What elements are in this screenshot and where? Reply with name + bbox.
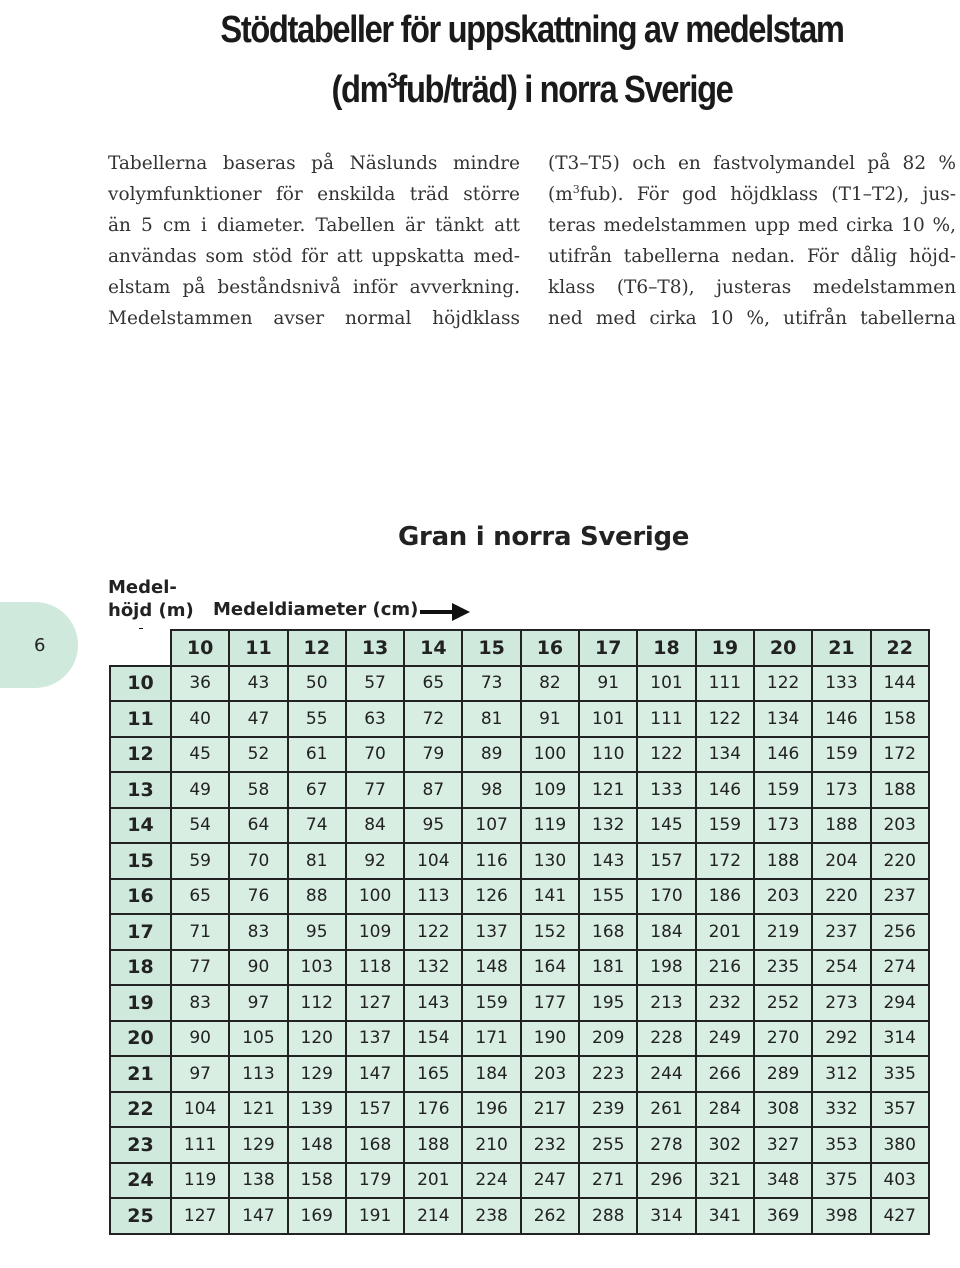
table-cell: 147 [346, 1056, 404, 1092]
table-cell: 254 [812, 950, 870, 986]
row-header: 23 [110, 1127, 171, 1163]
table-cell: 154 [404, 1021, 462, 1057]
table-cell: 159 [754, 772, 812, 808]
table-cell: 141 [521, 879, 579, 915]
table-cell: 238 [462, 1198, 520, 1234]
column-header: 22 [871, 630, 929, 666]
table-cell: 100 [346, 879, 404, 915]
table-cell: 172 [871, 737, 929, 773]
table-cell: 216 [696, 950, 754, 986]
column-header: 17 [579, 630, 637, 666]
table-cell: 168 [579, 914, 637, 950]
table-cell: 173 [812, 772, 870, 808]
table-row [110, 666, 929, 702]
table-cell: 109 [521, 772, 579, 808]
table-cell: 327 [754, 1127, 812, 1163]
table-header-row [110, 630, 929, 666]
table-cell: 83 [229, 914, 287, 950]
table-row [110, 950, 929, 986]
table-cell: 369 [754, 1198, 812, 1234]
table-cell: 232 [696, 985, 754, 1021]
table-cell: 122 [404, 914, 462, 950]
intro-line: $(m^3fub)$. För god höjdklass (T1–T2), jus- [548, 183, 956, 205]
row-header: 11 [110, 701, 171, 737]
table-cell: 217 [521, 1092, 579, 1128]
table-cell: 214 [404, 1198, 462, 1234]
intro-left-column [108, 148, 520, 334]
table-cell: 159 [462, 985, 520, 1021]
table-cell: 107 [462, 808, 520, 844]
intro-line: teras medelstammen upp med cirka 10 %, [548, 215, 956, 236]
table-cell: 129 [288, 1056, 346, 1092]
table-row [110, 879, 929, 915]
table-cell: 203 [754, 879, 812, 915]
table-cell: 201 [696, 914, 754, 950]
row-header: 14 [110, 808, 171, 844]
table-cell: 190 [521, 1021, 579, 1057]
table-cell: 157 [637, 843, 695, 879]
table-cell: 77 [346, 772, 404, 808]
table-cell: 168 [346, 1127, 404, 1163]
table-cell: 204 [812, 843, 870, 879]
table-cell: 71 [171, 914, 229, 950]
table-cell: 109 [346, 914, 404, 950]
table-cell: 165 [404, 1056, 462, 1092]
intro-line: klass (T6–T8), justeras medelstammen [548, 277, 956, 298]
table-cell: 73 [462, 666, 520, 702]
table-cell: 203 [871, 808, 929, 844]
table-cell: 256 [871, 914, 929, 950]
table-cell: 223 [579, 1056, 637, 1092]
table-cell: 158 [871, 701, 929, 737]
row-header: 17 [110, 914, 171, 950]
table-cell: 213 [637, 985, 695, 1021]
table-cell: 81 [462, 701, 520, 737]
table-cell: 82 [521, 666, 579, 702]
column-header: 13 [346, 630, 404, 666]
table-cell: 302 [696, 1127, 754, 1163]
table-cell: 181 [579, 950, 637, 986]
table-cell: 104 [171, 1092, 229, 1128]
table-cell: 137 [462, 914, 520, 950]
table-cell: 97 [229, 985, 287, 1021]
table-cell: 284 [696, 1092, 754, 1128]
table-cell: 244 [637, 1056, 695, 1092]
table-cell: 224 [462, 1163, 520, 1199]
intro-line: användas som stöd för att uppskatta med- [108, 246, 520, 267]
table-cell: 195 [579, 985, 637, 1021]
intro-line: utifrån tabellerna nedan. För dålig höjd- [548, 246, 956, 267]
table-cell: 133 [637, 772, 695, 808]
table-cell: 100 [521, 737, 579, 773]
table-cell: 353 [812, 1127, 870, 1163]
table-cell: 249 [696, 1021, 754, 1057]
table-cell: 169 [288, 1198, 346, 1234]
table-cell: 155 [579, 879, 637, 915]
table-cell: 137 [346, 1021, 404, 1057]
table-cell: 292 [812, 1021, 870, 1057]
table-cell: 220 [812, 879, 870, 915]
table-cell: 45 [171, 737, 229, 773]
table-cell: 159 [812, 737, 870, 773]
table-cell: 65 [171, 879, 229, 915]
table-cell: 266 [696, 1056, 754, 1092]
table-cell: 164 [521, 950, 579, 986]
table-cell: 294 [871, 985, 929, 1021]
page-title [74, 0, 900, 120]
row-header: 20 [110, 1021, 171, 1057]
table-cell: 220 [871, 843, 929, 879]
table-cell: 170 [637, 879, 695, 915]
table-cell: 55 [288, 701, 346, 737]
table-cell: 271 [579, 1163, 637, 1199]
column-header: 15 [462, 630, 520, 666]
table-corner [110, 630, 171, 666]
table-cell: 146 [754, 737, 812, 773]
table-cell: 247 [521, 1163, 579, 1199]
table-row [110, 914, 929, 950]
table-cell: 95 [404, 808, 462, 844]
table-cell: 121 [229, 1092, 287, 1128]
table-cell: 111 [637, 701, 695, 737]
table-cell: 144 [871, 666, 929, 702]
table-cell: 36 [171, 666, 229, 702]
table-cell: 132 [404, 950, 462, 986]
table-cell: 74 [288, 808, 346, 844]
table-cell: 332 [812, 1092, 870, 1128]
intro-right-column [548, 148, 956, 334]
table-row [110, 1092, 929, 1128]
table-cell: 81 [288, 843, 346, 879]
intro-line: Medelstammen avser normal höjdklass [108, 308, 520, 329]
page-number: 6 [34, 635, 46, 656]
table-cell: 113 [404, 879, 462, 915]
table-cell: 198 [637, 950, 695, 986]
table-cell: 188 [812, 808, 870, 844]
table-cell: 90 [229, 950, 287, 986]
table-cell: 321 [696, 1163, 754, 1199]
table-cell: 146 [812, 701, 870, 737]
table-cell: 67 [288, 772, 346, 808]
table-cell: 134 [754, 701, 812, 737]
table-cell: 57 [346, 666, 404, 702]
table-cell: 203 [521, 1056, 579, 1092]
table-cell: 122 [637, 737, 695, 773]
table-cell: 427 [871, 1198, 929, 1234]
table-cell: 188 [404, 1127, 462, 1163]
table-cell: 261 [637, 1092, 695, 1128]
table-cell: 54 [171, 808, 229, 844]
table-cell: 143 [579, 843, 637, 879]
table-cell: 79 [404, 737, 462, 773]
table-cell: 403 [871, 1163, 929, 1199]
table-cell: 92 [346, 843, 404, 879]
table-cell: 43 [229, 666, 287, 702]
row-header: 13 [110, 772, 171, 808]
volume-table [109, 629, 930, 1235]
table-cell: 159 [696, 808, 754, 844]
table-cell: 348 [754, 1163, 812, 1199]
column-header: 18 [637, 630, 695, 666]
table-cell: 129 [229, 1127, 287, 1163]
table-cell: 101 [579, 701, 637, 737]
table-cell: 122 [754, 666, 812, 702]
table-row [110, 1056, 929, 1092]
table-cell: 70 [229, 843, 287, 879]
table-cell: 148 [462, 950, 520, 986]
column-axis-label: Medeldiameter (cm) [213, 599, 419, 620]
table-cell: 143 [404, 985, 462, 1021]
intro-line: elstam på beståndsnivå inför avverkning. [108, 277, 520, 298]
table-cell: 188 [754, 843, 812, 879]
table-cell: 110 [579, 737, 637, 773]
table-cell: 122 [696, 701, 754, 737]
table-row [110, 1198, 929, 1234]
table-row [110, 772, 929, 808]
table-cell: 83 [171, 985, 229, 1021]
column-header: 16 [521, 630, 579, 666]
table-cell: 40 [171, 701, 229, 737]
table-cell: 255 [579, 1127, 637, 1163]
table-cell: 172 [696, 843, 754, 879]
table-cell: 228 [637, 1021, 695, 1057]
table-cell: 47 [229, 701, 287, 737]
table-cell: 88 [288, 879, 346, 915]
intro-line: (T3–T5) och en fastvolymandel på 82 % [548, 153, 956, 174]
row-header: 25 [110, 1198, 171, 1234]
table-cell: 239 [579, 1092, 637, 1128]
table-cell: 52 [229, 737, 287, 773]
table-cell: 270 [754, 1021, 812, 1057]
table-cell: 127 [171, 1198, 229, 1234]
table-row [110, 737, 929, 773]
table-cell: 375 [812, 1163, 870, 1199]
table-cell: 184 [462, 1056, 520, 1092]
table-cell: 210 [462, 1127, 520, 1163]
table-cell: 196 [462, 1092, 520, 1128]
row-header: 15 [110, 843, 171, 879]
table-cell: 380 [871, 1127, 929, 1163]
table-cell: 341 [696, 1198, 754, 1234]
table-cell: 132 [579, 808, 637, 844]
table-cell: 63 [346, 701, 404, 737]
table-cell: 335 [871, 1056, 929, 1092]
table-cell: 97 [171, 1056, 229, 1092]
table-cell: 237 [812, 914, 870, 950]
column-header: 19 [696, 630, 754, 666]
table-cell: 130 [521, 843, 579, 879]
column-header: 21 [812, 630, 870, 666]
table-cell: 157 [346, 1092, 404, 1128]
table-cell: 90 [171, 1021, 229, 1057]
table-cell: 95 [288, 914, 346, 950]
table-row [110, 843, 929, 879]
row-header: 22 [110, 1092, 171, 1128]
table-cell: 59 [171, 843, 229, 879]
title-line-1: Stödtabeller för uppskattning av medelstam [220, 9, 844, 51]
table-cell: 314 [871, 1021, 929, 1057]
table-cell: 235 [754, 950, 812, 986]
table-cell: 91 [521, 701, 579, 737]
table-cell: 186 [696, 879, 754, 915]
table-cell: 179 [346, 1163, 404, 1199]
table-cell: 70 [346, 737, 404, 773]
table-cell: 184 [637, 914, 695, 950]
row-axis-label [108, 576, 194, 622]
row-header: 18 [110, 950, 171, 986]
table-cell: 98 [462, 772, 520, 808]
row-header: 12 [110, 737, 171, 773]
table-cell: 105 [229, 1021, 287, 1057]
table-cell: 188 [871, 772, 929, 808]
row-header: 24 [110, 1163, 171, 1199]
table-cell: 134 [696, 737, 754, 773]
table-cell: 273 [812, 985, 870, 1021]
table-cell: 177 [521, 985, 579, 1021]
table-cell: 146 [696, 772, 754, 808]
table-cell: 127 [346, 985, 404, 1021]
table-cell: 398 [812, 1198, 870, 1234]
table-cell: 139 [288, 1092, 346, 1128]
table-cell: 296 [637, 1163, 695, 1199]
table-cell: 252 [754, 985, 812, 1021]
table-cell: 84 [346, 808, 404, 844]
table-cell: 126 [462, 879, 520, 915]
table-cell: 219 [754, 914, 812, 950]
table-title: Gran i norra Sverige [398, 522, 690, 552]
table-cell: 76 [229, 879, 287, 915]
intro-line: än 5 cm i diameter. Tabellen är tänkt att [108, 215, 520, 236]
table-cell: 58 [229, 772, 287, 808]
row-header: 19 [110, 985, 171, 1021]
table-cell: 64 [229, 808, 287, 844]
row-header: 16 [110, 879, 171, 915]
table-cell: 87 [404, 772, 462, 808]
table-cell: 101 [637, 666, 695, 702]
table-cell: 171 [462, 1021, 520, 1057]
table-cell: 176 [404, 1092, 462, 1128]
intro-line: ned med cirka 10 %, utifrån tabellerna [548, 308, 956, 329]
table-cell: 65 [404, 666, 462, 702]
column-header: 10 [171, 630, 229, 666]
table-row [110, 701, 929, 737]
table-cell: 49 [171, 772, 229, 808]
column-header: 11 [229, 630, 287, 666]
title-line-2: $(dm^3fub/träd)$ i norra Sverige [331, 68, 733, 111]
table-cell: 111 [696, 666, 754, 702]
row-header: 10 [110, 666, 171, 702]
table-cell: 111 [171, 1127, 229, 1163]
table-cell: 113 [229, 1056, 287, 1092]
table-row [110, 808, 929, 844]
table-cell: 118 [346, 950, 404, 986]
table-cell: 288 [579, 1198, 637, 1234]
table-cell: 201 [404, 1163, 462, 1199]
table-cell: 191 [346, 1198, 404, 1234]
table-cell: 61 [288, 737, 346, 773]
table-cell: 103 [288, 950, 346, 986]
column-header: 20 [754, 630, 812, 666]
table-row [110, 1021, 929, 1057]
table-cell: 89 [462, 737, 520, 773]
table-cell: 50 [288, 666, 346, 702]
table-cell: 232 [521, 1127, 579, 1163]
table-cell: 120 [288, 1021, 346, 1057]
table-cell: 121 [579, 772, 637, 808]
table-cell: 119 [521, 808, 579, 844]
table-cell: 237 [871, 879, 929, 915]
table-cell: 278 [637, 1127, 695, 1163]
table-cell: 308 [754, 1092, 812, 1128]
intro-line: volymfunktioner för enskilda träd större [108, 184, 520, 205]
arrow-right-icon [420, 602, 472, 622]
table-cell: 112 [288, 985, 346, 1021]
table-cell: 145 [637, 808, 695, 844]
table-cell: 138 [229, 1163, 287, 1199]
row-axis-label-line: höjd (m) [108, 600, 194, 621]
row-axis-label-line: Medel- [108, 577, 177, 598]
table-cell: 262 [521, 1198, 579, 1234]
table-row [110, 985, 929, 1021]
table-cell: 116 [462, 843, 520, 879]
table-cell: 77 [171, 950, 229, 986]
column-header: 12 [288, 630, 346, 666]
table-cell: 312 [812, 1056, 870, 1092]
table-cell: 209 [579, 1021, 637, 1057]
table-cell: 119 [171, 1163, 229, 1199]
table-cell: 72 [404, 701, 462, 737]
table-cell: 152 [521, 914, 579, 950]
table-cell: 357 [871, 1092, 929, 1128]
table-cell: 147 [229, 1198, 287, 1234]
table-cell: 314 [637, 1198, 695, 1234]
column-header: 14 [404, 630, 462, 666]
table-cell: 91 [579, 666, 637, 702]
table-cell: 133 [812, 666, 870, 702]
table-cell: 274 [871, 950, 929, 986]
table-cell: 104 [404, 843, 462, 879]
table-cell: 173 [754, 808, 812, 844]
table-cell: 148 [288, 1127, 346, 1163]
intro-line: Tabellerna baseras på Näslunds mindre [108, 153, 520, 174]
table-row [110, 1163, 929, 1199]
table-cell: 289 [754, 1056, 812, 1092]
row-header: 21 [110, 1056, 171, 1092]
table-cell: 158 [288, 1163, 346, 1199]
table-row [110, 1127, 929, 1163]
